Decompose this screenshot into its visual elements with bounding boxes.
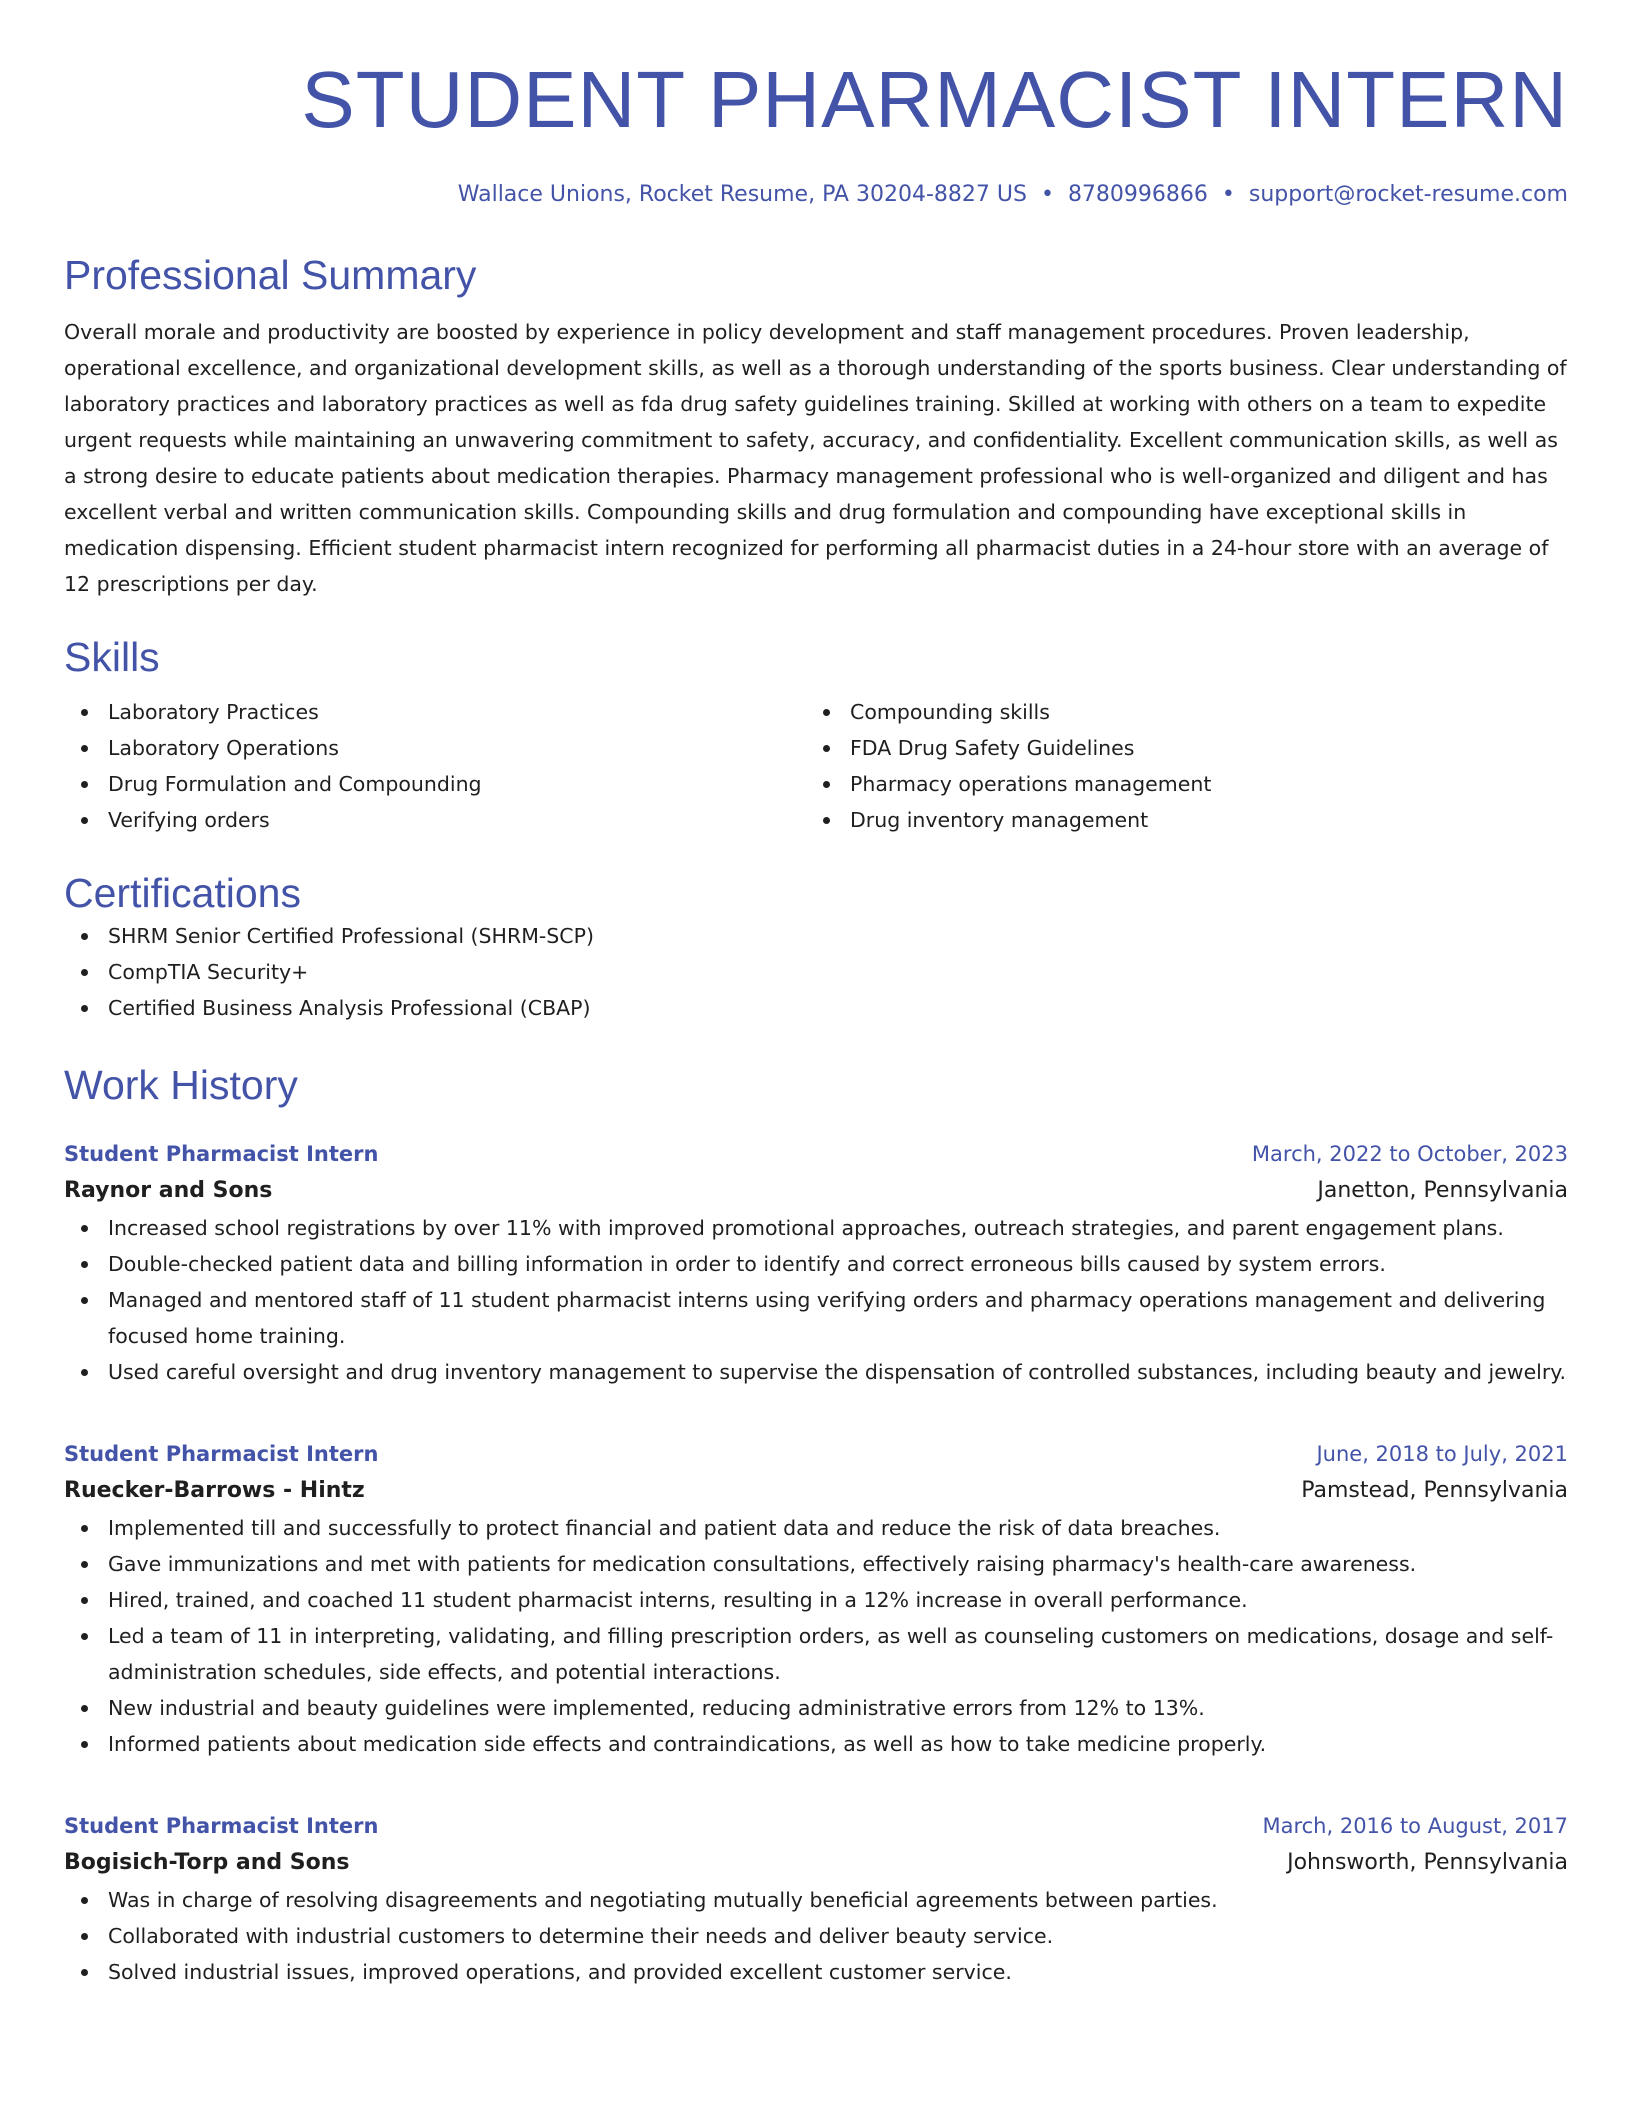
job-location: Pamstead, Pennsylvania [1301, 1478, 1568, 1503]
job-bullets [64, 1882, 1568, 1990]
contact-address: Wallace Unions, Rocket Resume, PA 30204-8827 US [457, 182, 1027, 207]
job-bullet: Led a team of 11 in interpreting, validating, and filling prescription orders, as well as counseling customers on medications, dosage and self-administration schedules, side effects, and potential interactions. [64, 1618, 1568, 1690]
work-history-section [64, 1060, 1568, 1990]
job-entry [64, 1808, 1568, 1990]
contact-separator: • [1040, 182, 1054, 207]
job-dates: March, 2016 to August, 2017 [1262, 1814, 1568, 1838]
job-bullet: Informed patients about medication side effects and contraindications, as well as how to take medicine properly. [64, 1726, 1568, 1762]
contact-phone: 8780996866 [1067, 182, 1208, 207]
job-bullet: Hired, trained, and coached 11 student pharmacist interns, resulting in a 12% increase in overall performance. [64, 1582, 1568, 1618]
job-title-row [64, 1436, 1568, 1472]
contact-email: support@rocket-resume.com [1248, 182, 1568, 207]
job-title: Student Pharmacist Intern [64, 1142, 379, 1166]
certification-item: SHRM Senior Certified Professional (SHRM-SCP) [64, 918, 1568, 954]
job-entry [64, 1436, 1568, 1762]
job-entry [64, 1136, 1568, 1390]
job-bullet: Increased school registrations by over 11% with improved promotional approaches, outreach strategies, and parent engagement plans. [64, 1210, 1568, 1246]
skill-item: Compounding skills [806, 694, 1548, 730]
certification-item: Certified Business Analysis Professional (CBAP) [64, 990, 1568, 1026]
job-dates: March, 2022 to October, 2023 [1251, 1142, 1568, 1166]
skill-item: Drug inventory management [806, 802, 1548, 838]
job-title-row [64, 1808, 1568, 1844]
job-title-row [64, 1136, 1568, 1172]
certification-item: CompTIA Security+ [64, 954, 1568, 990]
skills-list-right [806, 694, 1548, 838]
job-bullet: New industrial and beauty guidelines were implemented, reducing administrative errors from 12% to 13%. [64, 1690, 1568, 1726]
skill-item: Pharmacy operations management [806, 766, 1548, 802]
skill-item: Verifying orders [64, 802, 806, 838]
certifications-heading: Certifications [64, 870, 301, 916]
skills-list-left [64, 694, 806, 838]
summary-heading: Professional Summary [64, 252, 477, 298]
job-company: Bogisich-Torp and Sons [64, 1850, 350, 1875]
job-bullet: Used careful oversight and drug inventory management to supervise the dispensation of controlled substances, including beauty and jewelry. [64, 1354, 1568, 1390]
contact-separator: • [1221, 182, 1235, 207]
job-title: Student Pharmacist Intern [64, 1814, 379, 1838]
skill-item: Laboratory Practices [64, 694, 806, 730]
skills-heading: Skills [64, 634, 160, 680]
certifications-list [64, 918, 1568, 1026]
job-bullet: Implemented till and successfully to protect financial and patient data and reduce the risk of data breaches. [64, 1510, 1568, 1546]
job-company: Raynor and Sons [64, 1178, 273, 1203]
skill-item: Laboratory Operations [64, 730, 806, 766]
summary-text: Overall morale and productivity are boosted by experience in policy development and staff management procedures. Proven leadership, operational excellence, and organizational development skills, as well as a thorough understanding of the sports business. Clear understanding of laboratory practices and laboratory practices as well as fda drug safety guidelines training. Skilled at working with others on a team to expedite urgent requests while maintaining an unwavering commitment to safety, accuracy, and confidentiality. Excellent communication skills, as well as a strong desire to educate patients about medication therapies. Pharmacy management professional who is well-organized and diligent and has excellent verbal and written communication skills. Compounding skills and drug formulation and compounding have exceptional skills in medication dispensing. Efficient student pharmacist intern recognized for performing all pharmacist duties in a 24-hour store with an average of 12 prescriptions per day. [64, 320, 1567, 596]
job-bullets [64, 1510, 1568, 1762]
skills-grid [64, 694, 1568, 838]
resume-header [64, 52, 1568, 210]
job-bullet: Gave immunizations and met with patients for medication consultations, effectively raising pharmacy's health-care awareness. [64, 1546, 1568, 1582]
job-location: Janetton, Pennsylvania [1317, 1178, 1568, 1203]
work-history-heading: Work History [64, 1062, 298, 1108]
job-bullet: Double-checked patient data and billing information in order to identify and correct erroneous bills caused by system errors. [64, 1246, 1568, 1282]
summary-section [64, 250, 1568, 602]
skill-item: FDA Drug Safety Guidelines [806, 730, 1548, 766]
skill-item: Drug Formulation and Compounding [64, 766, 806, 802]
job-dates: June, 2018 to July, 2021 [1316, 1442, 1568, 1466]
job-bullet: Managed and mentored staff of 11 student pharmacist interns using verifying orders and pharmacy operations management and delivering focused home training. [64, 1282, 1568, 1354]
job-company: Ruecker-Barrows - Hintz [64, 1478, 365, 1503]
job-company-row [64, 1472, 1568, 1510]
job-bullet: Was in charge of resolving disagreements and negotiating mutually beneficial agreements between parties. [64, 1882, 1568, 1918]
skills-section [64, 632, 1568, 838]
candidate-name: STUDENT PHARMACIST INTERN [301, 55, 1568, 144]
certifications-section [64, 868, 1568, 1026]
job-bullet: Collaborated with industrial customers to determine their needs and deliver beauty service. [64, 1918, 1568, 1954]
job-company-row [64, 1844, 1568, 1882]
job-bullet: Solved industrial issues, improved operations, and provided excellent customer service. [64, 1954, 1568, 1990]
job-bullets [64, 1210, 1568, 1390]
job-company-row [64, 1172, 1568, 1210]
job-title: Student Pharmacist Intern [64, 1442, 379, 1466]
job-location: Johnsworth, Pennsylvania [1287, 1850, 1568, 1875]
contact-line [64, 180, 1568, 210]
